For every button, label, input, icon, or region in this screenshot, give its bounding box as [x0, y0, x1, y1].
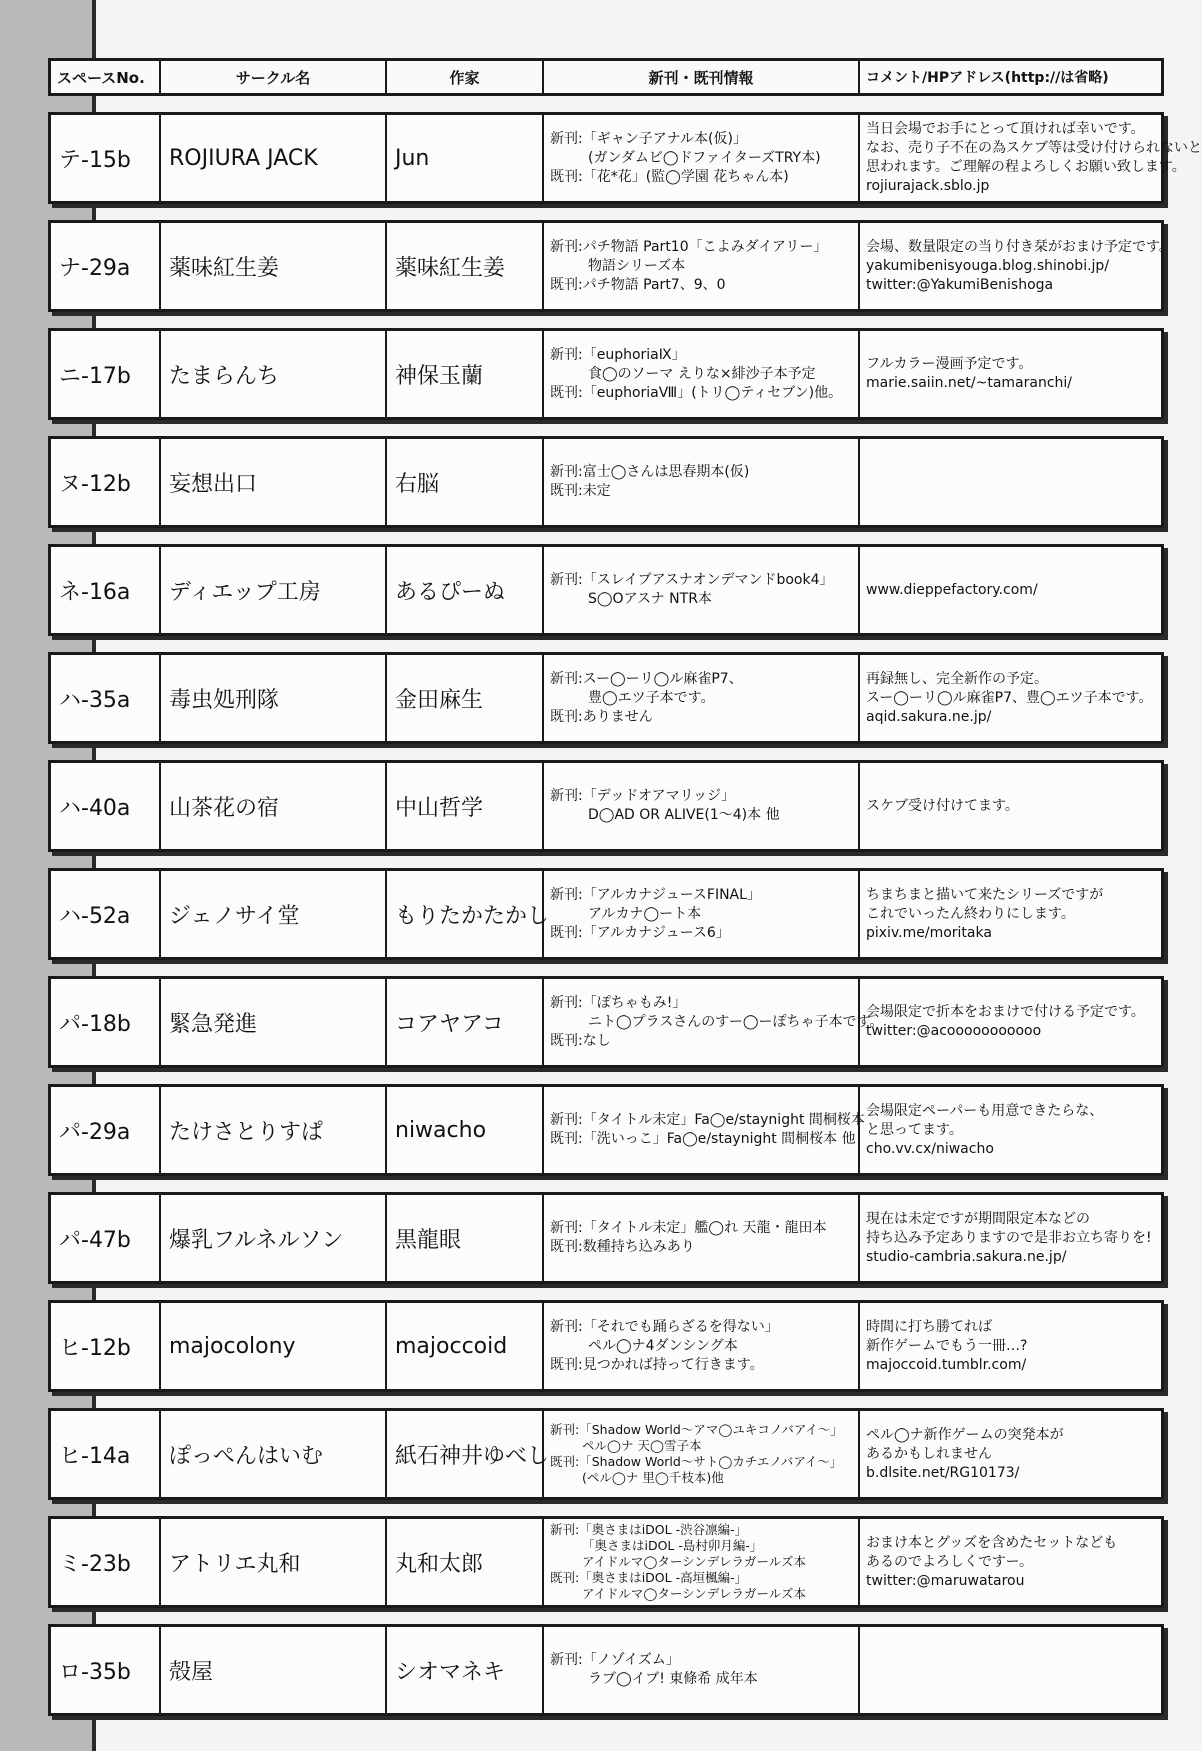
info-line: 既刊:「洗いっこ」Fa◯e/staynight 間桐桜本 他 — [550, 1131, 856, 1147]
info-line: 新刊:「Shadow World〜アマ◯ユキコノバアイ〜」 — [550, 1422, 843, 1437]
circle-name: たけさとりすぱ — [161, 1087, 387, 1173]
space-number: ハ-52a — [51, 871, 161, 957]
comment-line: 持ち込み予定ありますので是非お立ち寄りを! — [866, 1229, 1152, 1246]
header-author: 作家 — [387, 61, 544, 93]
info-line: 「奥さまはiDOL -島村卯月編-」 — [582, 1538, 763, 1553]
info-line: (ペル◯ナ 里◯千枝本)他 — [582, 1470, 724, 1485]
info-line: 新刊:「ノゾイズム」 — [550, 1652, 680, 1668]
comment-line: 会場限定で折本をおまけで付ける予定です。 — [866, 1004, 1145, 1020]
release-info — [544, 1303, 860, 1389]
info-line: S◯Oアスナ NTR本 — [588, 591, 712, 607]
info-line: ペル◯ナ4ダンシング本 — [588, 1337, 738, 1354]
comment-cell — [860, 1519, 1167, 1605]
info-line: 既刊:「euphoriaⅧ」(トリ◯ティセブン)他。 — [550, 384, 843, 401]
author-name: 神保玉蘭 — [387, 331, 544, 417]
info-line: 新刊:「タイトル未定」艦◯れ 天龍・龍田本 — [550, 1220, 827, 1236]
author-name: コアヤアコ — [387, 979, 544, 1065]
comment-line: b.dlsite.net/RG10173/ — [866, 1464, 1020, 1481]
author-name: 丸和太郎 — [387, 1519, 544, 1605]
comment-cell — [860, 1627, 1167, 1713]
circle-name: ジェノサイ堂 — [161, 871, 387, 957]
info-line: 既刊:「Shadow World〜サト◯カチエノバアイ〜」 — [550, 1454, 843, 1469]
table-row — [48, 1084, 1164, 1176]
release-info — [544, 871, 860, 957]
release-info — [544, 1627, 860, 1713]
comment-line: 思われます。ご理解の程よろしくお願い致します。 — [866, 159, 1186, 175]
circle-name: たまらんち — [161, 331, 387, 417]
comment-line: www.dieppefactory.com/ — [866, 581, 1038, 598]
space-number: ヒ-14a — [51, 1411, 161, 1497]
comment-line: pixiv.me/moritaka — [866, 924, 992, 941]
space-number: ハ-40a — [51, 763, 161, 849]
info-line: D◯AD OR ALIVE(1〜4)本 他 — [588, 807, 780, 823]
info-line: ペル◯ナ 天◯雪子本 — [582, 1438, 702, 1453]
table-row — [48, 652, 1164, 744]
table-row — [48, 220, 1173, 312]
comment-line: スケブ受け付けてます。 — [866, 797, 1019, 814]
comment-cell — [860, 331, 1167, 417]
table-row — [48, 1408, 1164, 1500]
info-line: 既刊:数種持ち込みあり — [550, 1239, 695, 1255]
comment-cell — [860, 1303, 1167, 1389]
info-line: 新刊:「euphoriaⅨ」 — [550, 346, 686, 363]
header-space: スペースNo. — [51, 61, 161, 93]
info-line: 新刊:パチ物語 Part10「こよみダイアリー」 — [550, 238, 828, 255]
space-number: ミ-23b — [51, 1519, 161, 1605]
comment-line: studio-cambria.sakura.ne.jp/ — [866, 1248, 1067, 1265]
release-info — [544, 763, 860, 849]
info-line: 新刊:「奥さまはiDOL -渋谷凛編-」 — [550, 1522, 748, 1537]
comment-cell — [860, 763, 1167, 849]
comment-cell — [860, 439, 1167, 525]
comment-cell — [860, 871, 1167, 957]
table-row — [48, 544, 1164, 636]
release-info — [544, 1087, 865, 1173]
info-line: 新刊:「ギャン子アナル本(仮)」 — [550, 130, 747, 147]
comment-cell — [860, 223, 1173, 309]
info-line: 新刊:「それでも踊らざるを得ない」 — [550, 1318, 779, 1335]
header-comment: コメント/HPアドレス(http://は省略) — [866, 70, 1109, 86]
info-line: 既刊:パチ物語 Part7、9、0 — [550, 276, 726, 293]
space-number: ヒ-12b — [51, 1303, 161, 1389]
table-row — [48, 868, 1164, 960]
table-row — [48, 1192, 1164, 1284]
release-info — [544, 1519, 860, 1605]
author-name: Jun — [387, 115, 544, 201]
comment-line: twitter:@acooooooooooo — [866, 1023, 1042, 1039]
circle-name: アトリエ丸和 — [161, 1519, 387, 1605]
release-info — [544, 1195, 860, 1281]
author-name: あるぴーぬ — [387, 547, 544, 633]
comment-line: cho.vv.cx/niwacho — [866, 1140, 994, 1157]
table-row — [48, 436, 1164, 528]
comment-cell — [860, 1411, 1167, 1497]
info-line: 新刊:「ぽちゃもみ!」 — [550, 994, 687, 1011]
table-row — [48, 1300, 1164, 1392]
comment-cell — [860, 547, 1167, 633]
circle-list-table — [48, 58, 1202, 1716]
comment-line: あるかもしれません — [866, 1445, 992, 1462]
info-line: 新刊:「タイトル未定」Fa◯e/staynight 間桐桜本 — [550, 1112, 865, 1128]
comment-line: スー◯ーリ◯ル麻雀P7、豊◯エツ子本です。 — [866, 689, 1153, 706]
info-line: 既刊:未定 — [550, 483, 611, 499]
author-name: 金田麻生 — [387, 655, 544, 741]
space-number: ロ-35b — [51, 1627, 161, 1713]
table-row — [48, 112, 1202, 204]
info-line: 新刊:「デッドオアマリッジ」 — [550, 788, 736, 804]
release-info — [544, 547, 860, 633]
comment-line: rojiurajack.sblo.jp — [866, 178, 990, 194]
comment-cell — [860, 979, 1167, 1065]
table-row — [48, 760, 1164, 852]
author-name: 黒龍眼 — [387, 1195, 544, 1281]
info-line: 新刊:「スレイブアスナオンデマンドbook4」 — [550, 572, 834, 588]
info-line: アルカナ◯ート本 — [588, 905, 702, 922]
circle-name: majocolony — [161, 1303, 387, 1389]
info-line: 新刊:スー◯ーリ◯ル麻雀P7、 — [550, 670, 743, 687]
release-info — [544, 1411, 860, 1497]
info-line: ニト◯プラスさんのすー◯ーぽちゃ子本です。 — [588, 1013, 884, 1030]
table-header — [48, 58, 1164, 96]
circle-name: 妄想出口 — [161, 439, 387, 525]
space-number: パ-47b — [51, 1195, 161, 1281]
author-name: 紙石神井ゆべし — [387, 1411, 544, 1497]
space-number: ヌ-12b — [51, 439, 161, 525]
circle-name: 殻屋 — [161, 1627, 387, 1713]
circle-name: 爆乳フルネルソン — [161, 1195, 387, 1281]
comment-line: 再録無し、完全新作の予定。 — [866, 670, 1048, 687]
table-row — [48, 1624, 1164, 1716]
comment-line: おまけ本とグッズを含めたセットなども — [866, 1534, 1118, 1551]
comment-line: 当日会場でお手にとって頂ければ幸いです。 — [866, 121, 1145, 137]
release-info — [544, 655, 860, 741]
header-circle: サークル名 — [161, 61, 387, 93]
comment-line: 現在は未定ですが期間限定本などの — [866, 1210, 1090, 1227]
comment-line: これでいったん終わりにします。 — [866, 905, 1075, 922]
comment-line: yakumibenisyouga.blog.shinobi.jp/ — [866, 257, 1110, 274]
author-name: もりたかたかし — [387, 871, 544, 957]
circle-name: ROJIURA JACK — [161, 115, 387, 201]
comment-line: ペル◯ナ新作ゲームの突発本が — [866, 1426, 1064, 1443]
info-line: アイドルマ◯ターシンデレラガールズ本 — [582, 1586, 806, 1601]
author-name: シオマネキ — [387, 1627, 544, 1713]
table-row — [48, 328, 1164, 420]
space-number: ニ-17b — [51, 331, 161, 417]
author-name: niwacho — [387, 1087, 544, 1173]
info-line: (ガンダムビ◯ドファイターズTRY本) — [588, 149, 821, 166]
info-line: 新刊:「アルカナジュースFINAL」 — [550, 886, 761, 903]
info-line: 既刊:「花*花」(監◯学園 花ちゃん本) — [550, 168, 789, 185]
info-line: ラブ◯イブ! 東條希 成年本 — [588, 1671, 758, 1687]
comment-line: と思ってます。 — [866, 1121, 963, 1138]
space-number: パ-29a — [51, 1087, 161, 1173]
table-body — [48, 112, 1202, 1716]
circle-name: ディエップ工房 — [161, 547, 387, 633]
comment-line: majoccoid.tumblr.com/ — [866, 1356, 1027, 1373]
author-name: majoccoid — [387, 1303, 544, 1389]
comment-line: 新作ゲームでもう一冊…? — [866, 1337, 1028, 1354]
info-line: 既刊:ありません — [550, 708, 653, 725]
comment-line: 時間に打ち勝てれば — [866, 1318, 992, 1335]
comment-cell — [860, 1087, 1167, 1173]
info-line: 既刊:見つかれば持って行きます。 — [550, 1356, 764, 1373]
info-line: アイドルマ◯ターシンデレラガールズ本 — [582, 1554, 806, 1569]
table-row — [48, 1516, 1164, 1608]
circle-name: 山茶花の宿 — [161, 763, 387, 849]
header-info: 新刊・既刊情報 — [544, 61, 860, 93]
space-number: テ-15b — [51, 115, 161, 201]
space-number: ナ-29a — [51, 223, 161, 309]
info-line: 新刊:富士◯さんは思春期本(仮) — [550, 464, 750, 480]
space-number: ハ-35a — [51, 655, 161, 741]
comment-line: なお、売り子不在の為スケブ等は受け付けられないと — [866, 140, 1202, 156]
comment-line: フルカラー漫画予定です。 — [866, 356, 1033, 372]
comment-line: 会場、数量限定の当り付き栞がおまけ予定です。 — [866, 238, 1173, 255]
comment-cell — [860, 115, 1202, 201]
comment-line: twitter:@YakumiBenishoga — [866, 276, 1054, 293]
release-info — [544, 979, 884, 1065]
info-line: 食◯のソーマ えりな×緋沙子本予定 — [588, 365, 816, 382]
author-name: 薬味紅生姜 — [387, 223, 544, 309]
info-line: 物語シリーズ本 — [588, 257, 686, 274]
author-name: 中山哲学 — [387, 763, 544, 849]
comment-line: あるのでよろしくですー。 — [866, 1553, 1034, 1570]
circle-name: 毒虫処刑隊 — [161, 655, 387, 741]
table-row — [48, 976, 1164, 1068]
release-info — [544, 331, 860, 417]
circle-name: 緊急発進 — [161, 979, 387, 1065]
circle-name: 薬味紅生姜 — [161, 223, 387, 309]
circle-name: ぽっぺんはいむ — [161, 1411, 387, 1497]
space-number: パ-18b — [51, 979, 161, 1065]
author-name: 右脳 — [387, 439, 544, 525]
comment-line: 会場限定ペーパーも用意できたらな、 — [866, 1102, 1104, 1119]
info-line: 既刊:なし — [550, 1032, 611, 1049]
info-line: 豊◯エツ子本です。 — [588, 689, 715, 706]
comment-cell — [860, 655, 1167, 741]
release-info — [544, 115, 860, 201]
comment-line: ちまちまと描いて来たシリーズですが — [866, 886, 1104, 903]
release-info — [544, 439, 860, 525]
comment-line: marie.saiin.net/~tamaranchi/ — [866, 375, 1072, 391]
info-line: 既刊:「奥さまはiDOL -高垣楓編-」 — [550, 1570, 748, 1585]
comment-line: twitter:@maruwatarou — [866, 1572, 1025, 1589]
comment-cell — [860, 1195, 1167, 1281]
release-info — [544, 223, 860, 309]
info-line: 既刊:「アルカナジュース6」 — [550, 924, 730, 941]
space-number: ネ-16a — [51, 547, 161, 633]
comment-line: aqid.sakura.ne.jp/ — [866, 708, 992, 725]
